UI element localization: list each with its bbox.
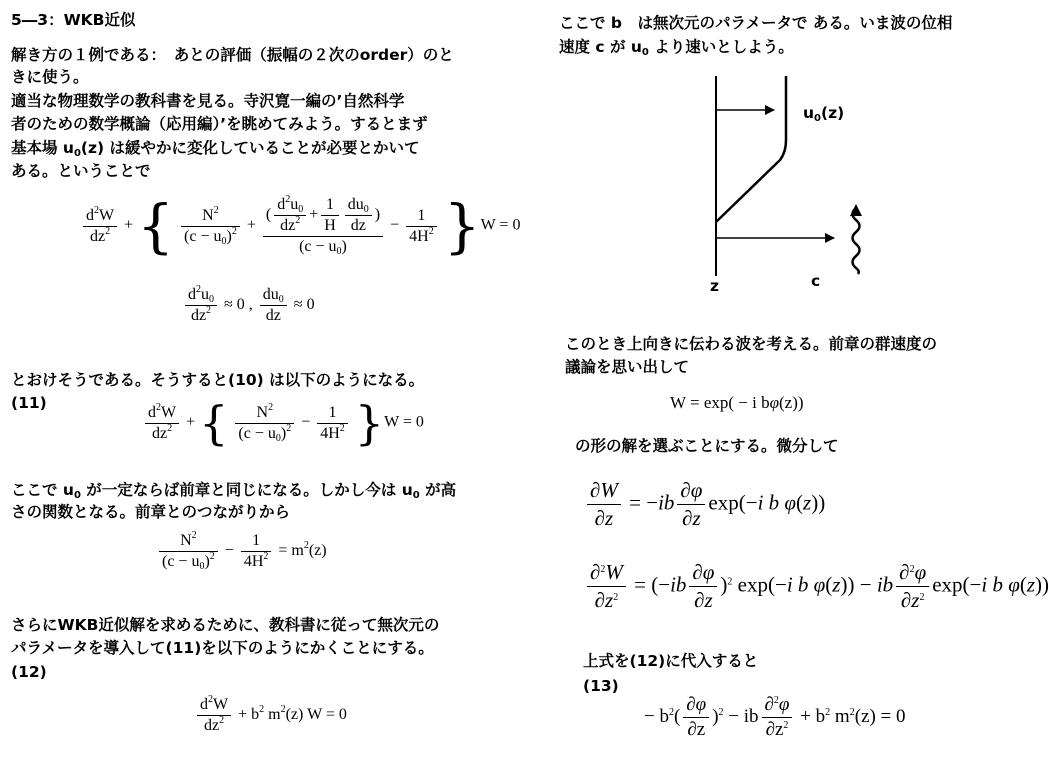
left-paragraph-3: とおけそうである。そうすると(10) は以下のようになる。 xyxy=(11,371,425,389)
right-paragraph-2-line-1: このとき上向きに伝わる波を考える。前章の群速度の xyxy=(565,335,938,353)
text-fragment: 基本場 u xyxy=(11,139,74,157)
left-paragraph-5-line-2: パラメータを導入して(11)を以下のようにかくことにする。 xyxy=(11,639,434,657)
right-paragraph-1-line-2 xyxy=(559,36,794,64)
figure-z-label: z xyxy=(710,277,720,295)
velocity-profile-figure xyxy=(700,72,900,302)
text-fragment: u xyxy=(803,104,815,122)
equation-12: $\frac{d^2W}{dz^2}$ + $b^2$ $m^2(z) W = 0$ xyxy=(194,696,347,735)
equation-wkb-ansatz: W = exp( − i bφ(z)) xyxy=(670,393,804,412)
subscript: 0 xyxy=(73,148,81,159)
text-fragment: が高 xyxy=(419,481,457,499)
left-paragraph-4-line-2: さの関数となる。前章とのつながりから xyxy=(11,503,291,521)
text-fragment: (z) xyxy=(821,104,845,122)
left-paragraph-5-line-1: さらにWKB近似解を求めるために、教科書に従って無次元の xyxy=(11,616,440,634)
wave-squiggle-icon xyxy=(853,208,860,274)
equation-label-12: (12) xyxy=(11,663,47,681)
subscript: 0 xyxy=(814,113,822,124)
section-heading: 5―3：WKB近似 xyxy=(11,11,136,29)
equation-m-squared: $\frac{N^2}{(c - u_0)^2}$ − $\frac{1}{4H^2}$ = $m^2(z)$ xyxy=(156,532,327,571)
left-paragraph-2-line-1: 適当な物理数学の教科書を見る。寺沢寛一編の’自然科学 xyxy=(11,92,405,110)
text-fragment: (z) は緩やかに変化していることが必要とかいて xyxy=(80,139,420,157)
left-paragraph-1-line-2: きに使う。 xyxy=(11,68,89,86)
equation-label-13: (13) xyxy=(583,677,619,695)
text-fragment: が一定ならば前章と同じになる。しかし今は u xyxy=(80,481,413,499)
right-paragraph-4: 上式を(12)に代入すると xyxy=(583,652,759,670)
right-paragraph-3: の形の解を選ぶことにする。微分して xyxy=(575,437,839,455)
equation-first-derivative: $\frac{\partial W}{\partial z}$ = −ib $\frac{\partial\varphi}{\partial z}$ exp(−i b φ(z)) xyxy=(584,478,825,531)
left-paragraph-2-line-4: ある。ということで xyxy=(11,162,151,180)
subscript: 0 xyxy=(412,490,420,501)
equation-label-11: (11) xyxy=(11,394,47,412)
right-paragraph-1-line-1: ここで b は無次元のパラメータで ある。いま波の位相 xyxy=(559,14,953,32)
left-paragraph-2-line-2: 者のための数学概論（応用編）’を眺めてみよう。するとまず xyxy=(11,115,428,133)
equation-13: − $b^2$( $\frac{\partial\varphi}{\partial z}$ )$^2$ − ib $\frac{\partial^2\varphi}{\partial z^2}$ + $b^2$ $m^2(z) = 0$ xyxy=(644,694,906,740)
equation-wave-full: $\frac{d^2W}{dz^2}$ + { $\frac{N^2}{(c - u_0)^2}$ + ( $\frac{d^2u_0}{dz^2}$ + $\frac{1}{H}$ $\frac{du_0}{dz}$ ) $(c - u_0)$ − $\frac{1}{4H^2}$ }W = 0 xyxy=(80,196,520,256)
subscript: 0 xyxy=(641,47,649,58)
text-fragment: より速いとしよう。 xyxy=(648,38,794,56)
text-fragment: 速度 c が u xyxy=(559,38,642,56)
equation-11: $\frac{d^2W}{dz^2}$ + { $\frac{N^2}{(c - u_0)^2}$ − $\frac{1}{4H^2}$ }W = 0 xyxy=(142,400,424,446)
right-paragraph-2-line-2: 議論を思い出して xyxy=(565,358,690,376)
text-fragment: ここで u xyxy=(11,481,74,499)
subscript: 0 xyxy=(73,490,81,501)
left-paragraph-1-line-1: 解き方の１例である： あとの評価（振幅の２次のorder）のと xyxy=(11,46,454,64)
equation-second-derivative: $\frac{\partial^2W}{\partial z^2}$ = (−ib $\frac{\partial\varphi}{\partial z}$ )$^2$ exp(−i b φ(z)) − ib $\frac{\partial^2\varphi}{\partial z^2}$ exp(−i b φ(z)) xyxy=(584,560,1049,613)
u0-profile-curve xyxy=(716,76,786,222)
wave-up-arrowhead xyxy=(850,204,862,216)
equation-slowly-varying: $\frac{d^2u_0}{dz^2}$ ≈ 0 , $\frac{du_0}{dz}$ ≈ 0 xyxy=(182,286,315,325)
figure-u0-label xyxy=(803,102,844,130)
figure-c-label: c xyxy=(811,272,821,290)
